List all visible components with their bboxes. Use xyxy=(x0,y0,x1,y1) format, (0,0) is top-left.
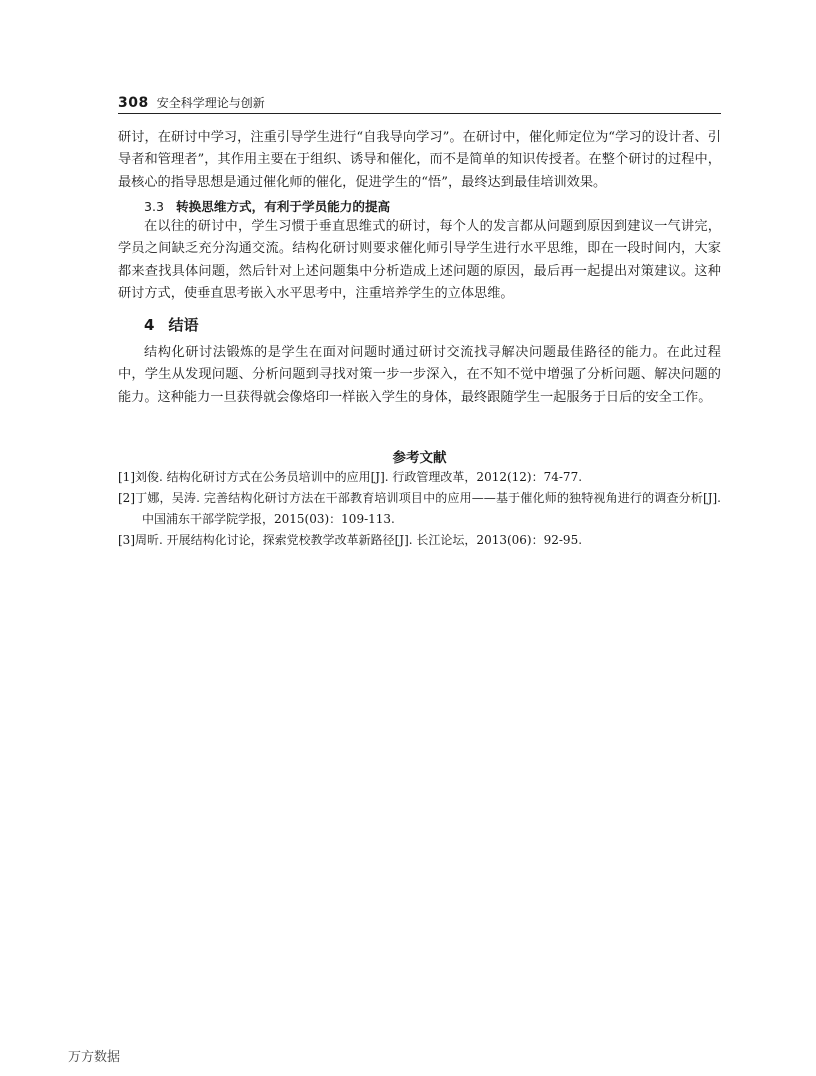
subsection-heading xyxy=(144,196,390,215)
section-heading xyxy=(144,314,198,335)
section-number: 4 xyxy=(144,316,155,334)
reference-item: [2]丁娜，吴涛. 完善结构化研讨方法在干部教育培训项目中的应用——基于催化师的独特视角进行的调查分析[J]. 中国浦东干部学院学报，2015(03)：109-113. xyxy=(118,491,721,526)
reference-list xyxy=(118,467,721,551)
paragraph-thinking: 在以往的研讨中，学生习惯于垂直思维式的研讨，每个人的发言都从问题到原因到建议一气讲完，学员之间缺乏充分沟通交流。结构化研讨则要求催化师引导学生进行水平思维，即在一段时间内，大家都来查找具体问题，然后针对上述问题集中分析造成上述问题的原因，最后再一起提出对策建议。这种研讨方式，使垂直思考嵌入水平思考中，注重培养学生的立体思维。 xyxy=(118,219,721,302)
section-title: 结语 xyxy=(168,316,199,334)
subsection-title: 转换思维方式，有利于学员能力的提高 xyxy=(176,199,391,214)
watermark: 万方数据 xyxy=(68,1050,121,1065)
paragraph-conclusion: 结构化研讨法锻炼的是学生在面对问题时通过研讨交流找寻解决问题最佳路径的能力。在此过程中，学生从发现问题、分析问题到寻找对策一步一步深入，在不知不觉中增强了分析问题、解决问题的能力。这种能力一旦获得就会像烙印一样嵌入学生的身体，最终跟随学生一起服务于日后的安全工作。 xyxy=(118,345,721,405)
reference-item: [3]周昕. 开展结构化讨论，探索党校教学改革新路径[J]. 长江论坛，2013(06)：92-95. xyxy=(118,533,583,547)
journal-name: 安全科学理论与创新 xyxy=(156,96,265,110)
reference-item: [1]刘俊. 结构化研讨方式在公务员培训中的应用[J]. 行政管理改革，2012(12)：74-77. xyxy=(118,470,583,484)
page-number: 308 xyxy=(118,95,149,111)
running-header xyxy=(118,92,721,114)
paragraph-continued: 研讨，在研讨中学习，注重引导学生进行“自我导向学习”。在研讨中，催化师定位为“学习的设计者、引导者和管理者”，其作用主要在于组织、诱导和催化，而不是简单的知识传授者。在整个研讨的过程中，最核心的指导思想是通过催化师的催化，促进学生的“悟”，最终达到最佳培训效果。 xyxy=(118,130,721,190)
subsection-number: 3.3 xyxy=(144,199,165,214)
references-title: 参考文献 xyxy=(392,450,447,466)
